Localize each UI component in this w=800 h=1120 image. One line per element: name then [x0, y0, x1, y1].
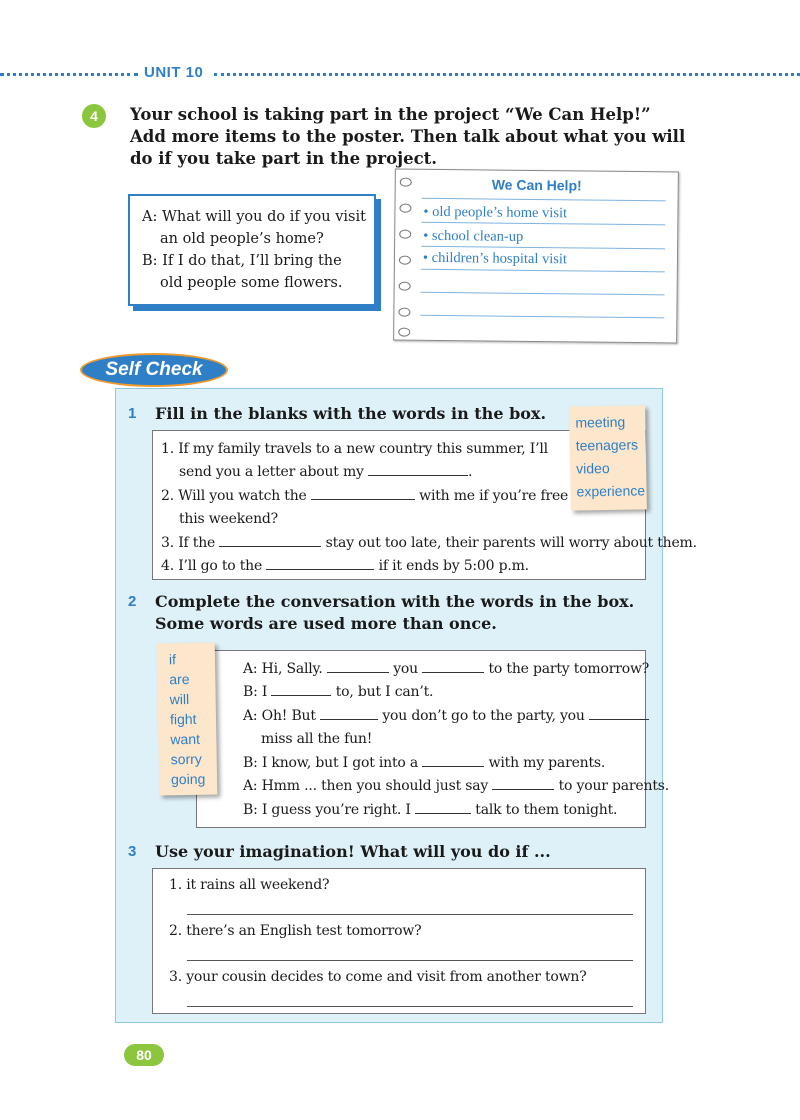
section-2-exercise-box: [196, 650, 669, 828]
self-check-tab: Self Check: [80, 353, 228, 387]
we-can-help-poster: [393, 169, 679, 344]
dialog-exercise-line: B: I to, but I can’t.: [243, 684, 434, 700]
answer-line[interactable]: [187, 914, 633, 915]
word-box-item: meeting: [575, 413, 626, 431]
section-2-instruction: Complete the conversation with the words in the box. Some words are used more than once.: [155, 592, 635, 633]
poster-line: [421, 269, 665, 273]
section-2-number: 2: [128, 593, 137, 610]
blank[interactable]: [266, 556, 374, 570]
exercise-line: this weekend?: [179, 511, 278, 527]
dialog-exercise-line: miss all the fun!: [261, 731, 373, 747]
dialog-exercise-line: B: I guess you’re right. I talk to them tonight.: [243, 802, 618, 818]
answer-line[interactable]: [187, 960, 633, 961]
header-dots-right: [214, 73, 800, 76]
dialog-line-b: B: If I do that, I’ll bring the old people some flowers.: [142, 253, 343, 291]
section-1-instruction: Fill in the blanks with the words in the box.: [155, 404, 547, 423]
blank[interactable]: [589, 706, 649, 720]
blank[interactable]: [368, 462, 468, 476]
blank[interactable]: [311, 486, 415, 500]
section-3-number: 3: [128, 843, 137, 860]
example-dialog-box: [128, 194, 376, 306]
ring-icon: [399, 282, 411, 291]
dialog-exercise-line: A: Hi, Sally. you to the party tomorrow?: [243, 661, 650, 677]
word-box-item: video: [576, 459, 610, 477]
header-dots-left: [0, 73, 138, 76]
question-line: 3. your cousin decides to come and visit from another town?: [169, 969, 587, 985]
section-1-number: 1: [128, 405, 137, 422]
ring-icon: [399, 256, 411, 265]
exercise-line: 1. If my family travels to a new country this summer, I’ll: [161, 441, 548, 457]
activity-4-number: 4: [82, 104, 106, 128]
poster-item: • old people’s home visit: [423, 203, 568, 222]
word-box-item: going: [170, 770, 206, 788]
dialog-line-a: A: What will you do if you visit an old people’s home?: [142, 209, 366, 247]
unit-label: UNIT 10: [144, 64, 204, 81]
exercise-line: 2. Will you watch the with me if you’re free: [161, 488, 569, 504]
word-box-item: if: [168, 651, 177, 668]
poster-line: [421, 222, 665, 226]
word-box-item: sorry: [170, 750, 202, 768]
ring-icon: [398, 308, 410, 317]
ring-icon: [398, 328, 410, 337]
poster-title: We Can Help!: [491, 176, 582, 194]
blank[interactable]: [422, 659, 484, 673]
blank[interactable]: [415, 800, 471, 814]
dialog-exercise-line: A: Hmm ... then you should just say to your parents.: [243, 778, 669, 794]
blank[interactable]: [271, 682, 331, 696]
exercise-line: 4. I’ll go to the if it ends by 5:00 p.m.: [161, 558, 529, 574]
ring-icon: [399, 230, 411, 239]
activity-4-instruction: Your school is taking part in the project “We Can Help!” Add more items to the poster. Then talk about what you will do if you take part in the project.: [130, 105, 686, 168]
poster-item: • school clean-up: [423, 227, 524, 245]
poster-item: • children’s hospital visit: [422, 249, 568, 268]
question-line: 1. it rains all weekend?: [169, 877, 330, 893]
section-3-exercise-box: [152, 868, 646, 1014]
page-number: 80: [124, 1044, 164, 1066]
section-2-word-box: [157, 643, 218, 796]
poster-line: [420, 315, 664, 319]
blank[interactable]: [327, 659, 389, 673]
dialog-exercise-line: B: I know, but I got into a with my parents.: [243, 755, 606, 771]
answer-line[interactable]: [187, 1006, 633, 1007]
word-box-item: teenagers: [575, 436, 639, 454]
word-box-item: are: [169, 670, 190, 688]
blank[interactable]: [219, 533, 321, 547]
blank[interactable]: [422, 753, 484, 767]
section-3-instruction: Use your imagination! What will you do if ...: [155, 842, 551, 861]
question-line: 2. there’s an English test tomorrow?: [169, 923, 422, 939]
poster-line: [421, 246, 665, 250]
word-box-item: will: [169, 690, 190, 708]
ring-icon: [399, 204, 411, 213]
poster-line: [422, 198, 666, 202]
word-box-item: experience: [576, 482, 646, 500]
exercise-line: 3. If the stay out too late, their parents will worry about them.: [161, 535, 697, 551]
section-1-word-box: [569, 405, 647, 510]
word-box-item: fight: [169, 710, 197, 728]
poster-line: [421, 292, 665, 296]
exercise-line: send you a letter about my .: [179, 464, 473, 480]
dialog-exercise-line: A: Oh! But you don’t go to the party, you: [243, 706, 649, 726]
blank[interactable]: [320, 706, 378, 720]
blank[interactable]: [492, 776, 554, 790]
word-box-item: want: [170, 730, 201, 748]
